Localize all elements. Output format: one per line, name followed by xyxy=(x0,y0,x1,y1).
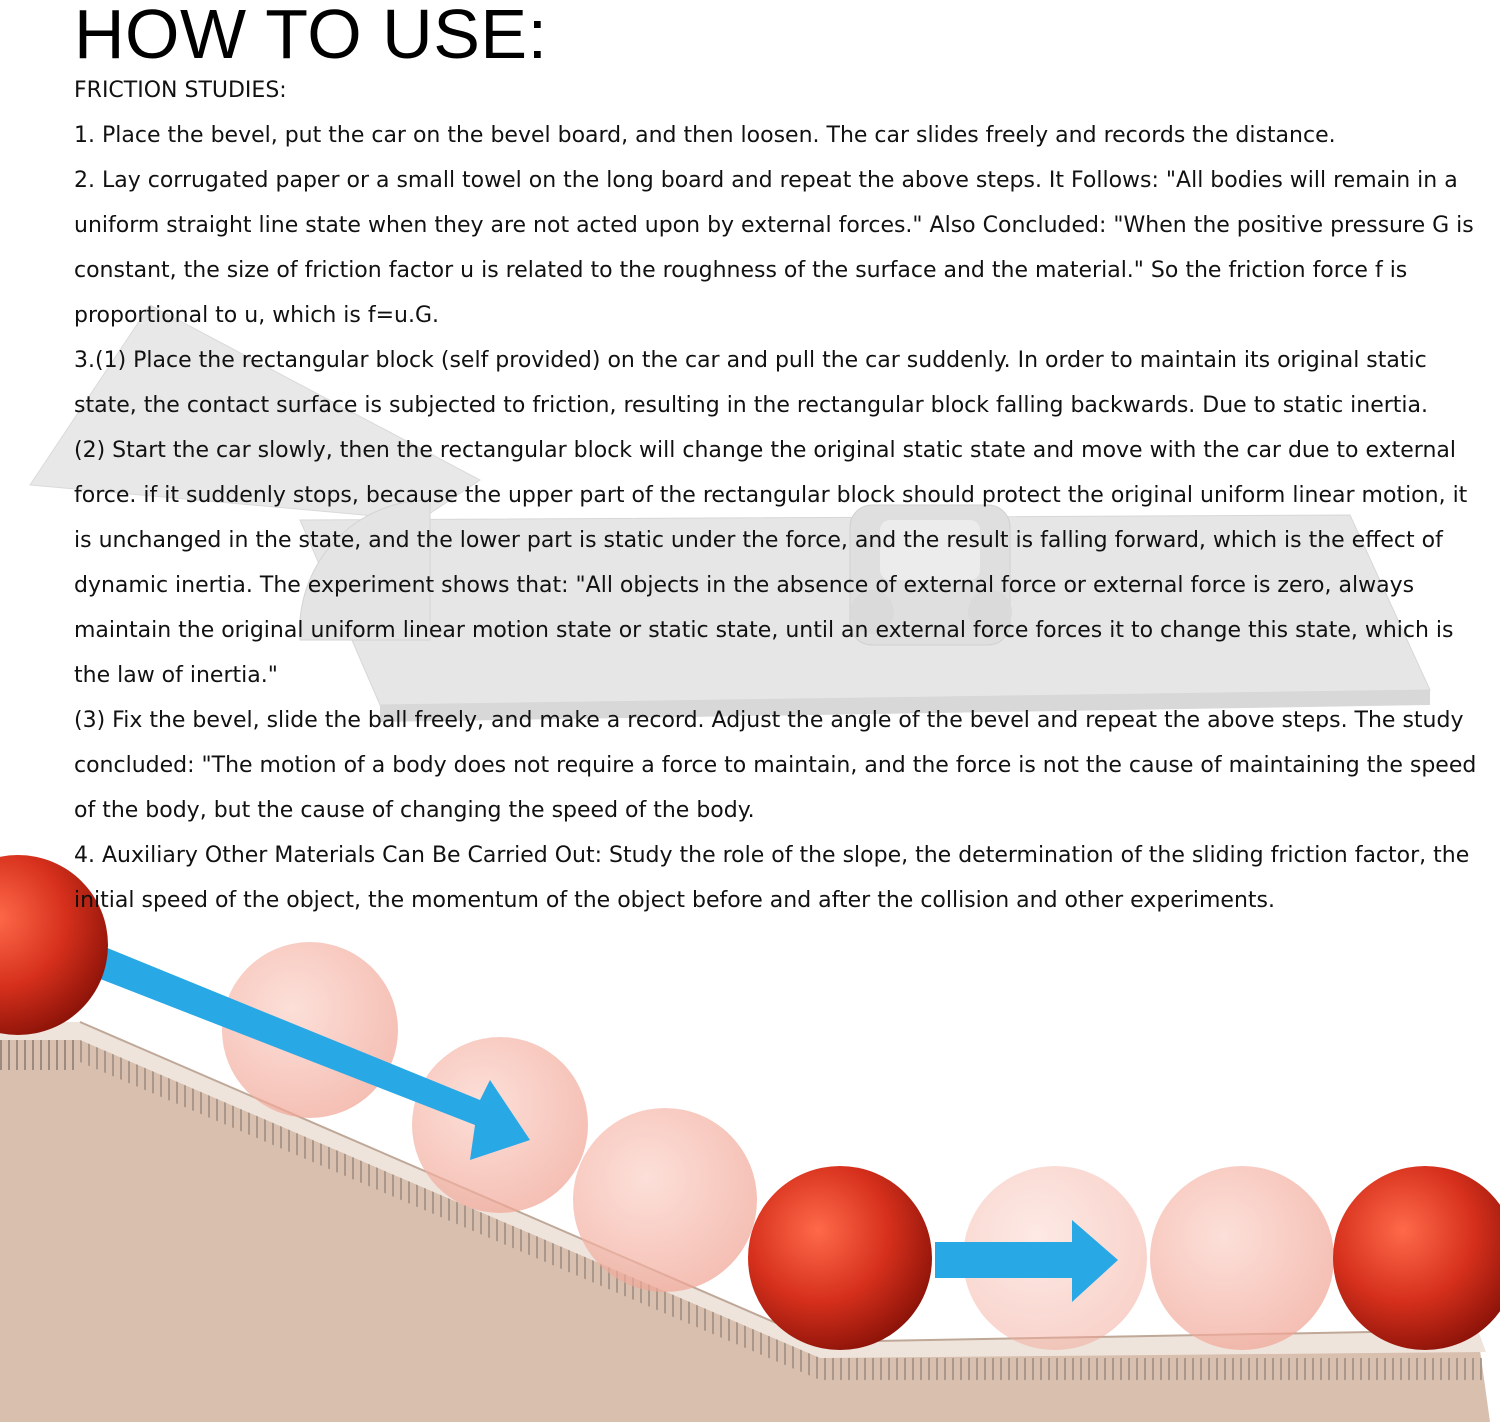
step-1: 1. Place the bevel, put the car on the bevel board, and then loosen. The car slides freely and records the distance. xyxy=(74,123,1336,148)
step-3-1: 3.(1) Place the rectangular block (self provided) on the car and pull the car suddenly. In order to maintain its original static state, the contact surface is subjected to friction, resulting in the rectangular block falling backwards. Due to static inertia. xyxy=(74,348,1429,418)
section-label: FRICTION STUDIES: xyxy=(74,78,287,103)
step-4: 4. Auxiliary Other Materials Can Be Carried Out: Study the role of the slope, the determination of the sliding friction factor, the initial speed of the object, the momentum of the object before and after the collision and other experiments. xyxy=(74,843,1470,913)
step-3-2: (2) Start the car slowly, then the rectangular block will change the original static state and move with the car due to external force. if it suddenly stops, because the upper part of the rectangular block should protect the original uniform linear motion, it is unchanged in the state, and the lower part is static under the force, and the result is falling forward, which is the effect of dynamic inertia. The experiment shows that: "All objects in the absence of external force or external force is zero, always maintain the original uniform linear motion state or static state, until an external force forces it to change this state, which is the law of inertia." xyxy=(74,438,1468,688)
step-3-3: (3) Fix the bevel, slide the ball freely, and make a record. Adjust the angle of the bevel and repeat the above steps. The study concluded: "The motion of a body does not require a force to maintain, and the force is not the cause of maintaining the speed of the body, but the cause of changing the speed of the body. xyxy=(74,708,1477,823)
step-2: 2. Lay corrugated paper or a small towel on the long board and repeat the above steps. It Follows: "All bodies will remain in a uniform straight line state when they are not acted upon by external forces." Also Concluded: "When the positive pressure G is constant, the size of friction factor u is related to the roughness of the surface and the material." So the friction force f is proportional to u, which is f=u.G. xyxy=(74,168,1474,328)
instructions xyxy=(74,0,1484,923)
page-title: HOW TO USE: xyxy=(74,0,548,73)
